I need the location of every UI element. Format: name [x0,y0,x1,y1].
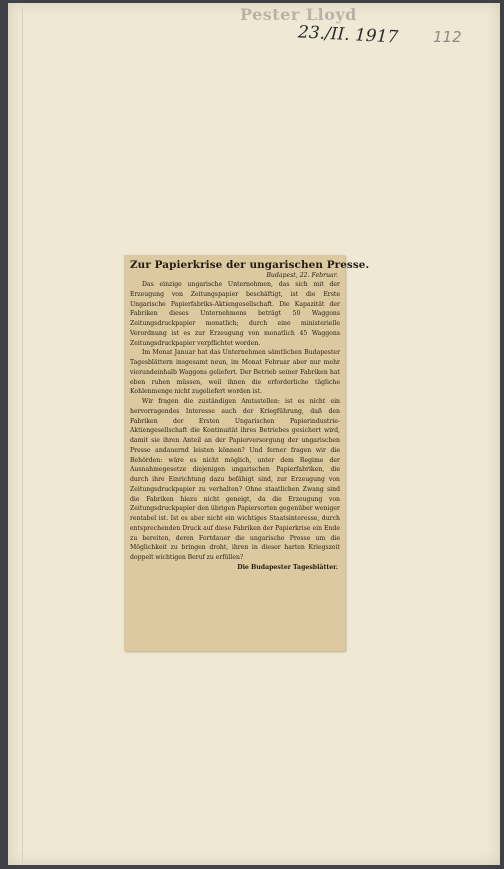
article-headline: Zur Papierkrise der ungarischen Presse. [130,259,370,271]
article-dateline: Budapest, 22. Februar. [266,272,338,279]
page-edge-line [22,7,23,862]
article-paragraph-1: Das einzige ungarische Unternehmen, das sich mit der Erzeugung von Zeitungspapier beschäftigt, ist die Erste Ungarische Papierfabriks-Aktiengesellschaft. Die Kapazität der Fabriken dieses Unternehmens beträgt 50 Waggons Zeitungsdruckpapier monatlich; durch eine ministerielle Verordnung ist es zur Erzeugung von monatlich 45 Waggons Zeitungsdruckpapier verpflichtet worden. [130,281,340,347]
article-signature: Die Budapester Tagesblätter. [237,563,338,571]
page-number: 112 [433,28,462,46]
article-paragraph-2: Im Monat Januar hat das Unternehmen sämtlichen Budapester Tagesblättern insgesamt neun, im Monat Februar aber nur mehr vierundeinhalb Waggons geliefert. Der Betrieb seiner Fabriken hat eben ruhen müssen, weil ihnen die erforderliche tägliche Kohlenmenge nicht zugeliefert worden ist. [130,349,340,396]
handwritten-date: 23./II. 1917 [297,22,399,48]
newspaper-stamp: Pester Lloyd [240,5,357,24]
newspaper-clipping [124,255,370,651]
article-paragraph-3: Wir fragen die zuständigen Amtsstellen: ist es nicht ein hervorragendes Interesse auch der Kriegführung, daß den Fabriken der Ersten Ungarischen Papierindustrie-Aktiengesellschaft die Kontinuität ihres Betriebes gesichert wird, damit sie ihren Anteil an der Papierversorgung der ungarischen Presse andauernd leisten können? Und ferner fragen wir die Behörden: wäre es nicht möglich, unter dem Regime der Ausnahmegesetze diejenigen ungarischen Papierfabriken, die durch ihre Einrichtung dazu befähigt sind, zur Erzeugung von Zeitungsdruckpapier zu verhalten? Ohne staatlichen Zwang sind die Fabriken hiezu nicht geneigt, da die Erzeugung von Zeitungsdruckpapier den übrigen Papiersorten gegenüber weniger rentabel ist. Ist es aber nicht ein wichtiges Staatsinteresse, durch entsprechenden Druck auf diese Fabriken der Papierkrise ein Ende zu bereiten, deren Fortdauer die ungarische Presse um die Möglichkeit zu bringen droht, ihren in dieser harten Kriegszeit doppelt wichtigen Beruf zu erfüllen? [130,398,340,561]
